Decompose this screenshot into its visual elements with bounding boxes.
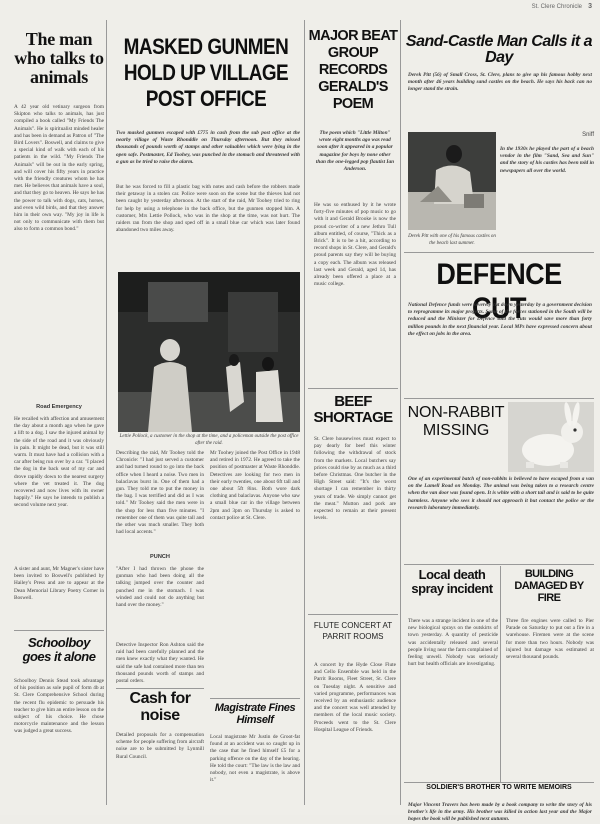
gunmen-col-left: Describing the raid, Mr Toohey told the Chronicle: "I had just served a customer and had turned round to go into the back office when I heard a noise. Two men in balaclavas burst in. One of them had a gun. They told me to put the money in the bag. I was terrified and did as I was told." Mr Toohey said the men were in the shop for less than five minutes. "I remember one of them was quite tall and the other was much smaller. They both had local accents." bbox=[116, 450, 204, 536]
sandcastle-body-2: In the 1930s he played the part of a beach vendor in the film "Sand, Sea and Sun" and the story of his castles has been told in newspapers all over the world. bbox=[500, 146, 594, 174]
page-header bbox=[0, 0, 600, 14]
beef-body: St. Clere housewives must expect to pay dearly for beef this winter following the withdrawal of stock from the markets. Local butchers say prices could rise by as much as a third before Christmas. One butcher in the High Street said: "It's the worst shortage I can remember in thirty years of trade. We simply cannot get the meat." Mutton and pork are expected to remain at their present levels. bbox=[314, 436, 396, 522]
magistrate-body: Local magistrate Mr Justin de Groot-fat found at an accident was so caught up in the case that he fined himself £5 for a parking offence on the day of the hearing. He told the court: "The law is the law and nobody, not even a magistrate, is above it." bbox=[210, 734, 300, 784]
rule bbox=[404, 252, 594, 253]
rule bbox=[404, 398, 594, 399]
sandcastle-sigline: Sniff bbox=[582, 132, 594, 138]
defence-headline: DEFENCE CUT bbox=[436, 258, 562, 325]
punch-col-left: "After I had thrown the phone the gunman who had been doing all the talking jumped over the counter and punched me in the stomach. I was winded and could not do anything but hand over the money." bbox=[116, 566, 204, 609]
rule bbox=[308, 614, 398, 615]
punch-col-left-2: Detective Inspector Ron Ashton said the raid had been carefully planned and the men knew exactly what they wanted. He said the safe had contained more than ten thousand pounds worth of stamps and postal orders. bbox=[116, 642, 204, 685]
spray-body: There was a strange incident in one of the new biological sprays on the outskirts of town yesterday. A quantity of pesticide was accidentally released and several people living near the farm complained of feeling unwell. Nobody was seriously hurt but health officials are investigating. bbox=[408, 618, 498, 668]
flute-body: A concert by the Hyde Close Flute and Cello Ensemble was held in the Parrit Rooms, Fleet Street, St. Clere on Tuesday night. A sensitive and varied programme, performances was received by an enthusiastic audience and the concert was well attended by members of the local music society. Proceeds went to the St. Clere Hospital League of Friends. bbox=[314, 662, 396, 733]
schoolboy-body: Schoolboy Dennis Stead took advantage of his position as sole pupil of form 4b at St. Clere Comprehensive School during the recent flu epidemic to persuade his teacher to give him an entire lesson on the subject of his choice. He chose motorcycle maintenance and the lesson was judged a great success. bbox=[14, 678, 104, 735]
sandcastle-photo bbox=[408, 132, 496, 230]
man-animals-body-3: A sister and aunt, Mr Magner's sister have been invited to Boswell's published by Hailey's Press and are to appear at the Dean Memorial Library Poetry Corner in Boswell. bbox=[14, 566, 104, 601]
spray-headline: Local death spray incident bbox=[411, 567, 493, 596]
column-divider bbox=[500, 566, 501, 782]
man-animals-headline: The man who talks to animals bbox=[14, 29, 104, 87]
beat-body: He was so enthused by it he wrote forty-five minutes of pop music to go with it and Gerald Brooke is now the proud co-writer of a new Jethro Tull album entitled, of course, "Thick as a Brick". It is to be a hit, according to record shops in St. Clere, and Gerald's proud parents say they will be buying a copy each. The album was released last week and Gerald, aged 14, has already been offered a place at a music college. bbox=[314, 202, 396, 288]
man-animals-body: A 42 year old vetinary surgeon from Skipton who talks to animals, has just compiled a book called "My Friends The Animals". He is spiritualist minded healer and has been in demand as Patron of "The Bird Lovers". Boswell, and claims to give a special kind of walk with each of his patients in the wild. "My Friends The Animals" will be out in the early spring, and will cover his fifty years in practice with the friendly creatures whom he has met. He believes that animals have a soul, and that they go to heaven. He says he has the power to talk with dogs, cats, horses, and even wild birds, and that they answer him in their own way. "My joy in life is not only to communicate with them but also to form a common bond." bbox=[14, 104, 104, 233]
gunmen-body: But he was forced to fill a plastic bag with notes and cash before the robbers made their getaway in a stolen car. Police were soon on the scene but the thieves had not been caught by yesterday afternoon. At the start of the raid, Mr Toohey tried to ring for help by using a telephone in the back office, but the gunmen stopped him. A customer, Mrs Lettie Pollock, who was in the shop at the time, was not hurt. The raiders ran from the shop and sped off in a small blue car which was later found abandoned two miles away. bbox=[116, 184, 300, 234]
rabbit-headline: NON-RABBIT MISSING bbox=[407, 404, 505, 439]
rule bbox=[404, 782, 594, 783]
gunmen-lead: Two masked gunmen escaped with £775 in cash from the sub post office at the nearby village of Waste Rhonddle on Thursday afternoon. But they missed thousands of pounds worth of stamps and other valuables which were lying in the open safe. Postmaster, Ed Toohey, was punched in the stomach and threatened with a gun as he tried to raise the alarm. bbox=[116, 130, 300, 165]
road-emergency-subhead: Road Emergency bbox=[36, 404, 82, 410]
man-animals-body-2: He recalled with affection and amusement the day about a month ago when he gave a lift to a dog. I saw the injured animal by the side of the road and it was obviously in pain. It might be dead, but it was still warm. It must have had a collision with a car after being run over by a car. "I placed the dog in the back seat of my car and drove rapidly down to the nearest surgery where the vet treated it. The dog recovered and now lives with its owner happily." He says he intends to publish a second volume next year. bbox=[14, 416, 104, 509]
building-headline: BUILDING DAMAGED BY FIRE bbox=[514, 568, 584, 604]
page-number: 3 bbox=[588, 3, 592, 10]
rabbit-photo bbox=[508, 402, 594, 472]
magistrate-headline: Magistrate Fines Himself bbox=[214, 702, 296, 726]
soldier-body: Major Vincent Travers has been made by a book company to write the story of his brother's life in the army. His brother was killed in action last year and the Major hopes the book will be published next autumn. bbox=[408, 802, 592, 823]
sandcastle-photo-image bbox=[408, 132, 496, 230]
sandcastle-headline: Sand-Castle Man Calls it a Day bbox=[405, 33, 593, 66]
soldier-headline: SOLDIER'S BROTHER TO WRITE MEMOIRS bbox=[426, 784, 572, 791]
flute-headline: FLUTE CONCERT AT PARRIT ROOMS bbox=[313, 621, 393, 641]
gunmen-headline: MASKED GUNMEN HOLD UP VILLAGE POST OFFICE bbox=[123, 34, 289, 111]
sandcastle-caption: Derek Pitt with one of his famous castles on the beach last summer. bbox=[408, 234, 496, 246]
column-divider bbox=[304, 20, 305, 805]
rabbit-photo-image bbox=[508, 402, 594, 472]
rule bbox=[116, 688, 204, 689]
rule bbox=[308, 388, 398, 389]
defence-body: National Defence funds were severely cut down yesterday by a government decision to reprogramme its major projects. Some of the forces stationed in the South will be reduced and the Minister for Defence said the cuts would save more than forty million pounds in the next financial year. Local MPs have expressed concern about the effect on jobs in the area. bbox=[408, 302, 592, 337]
rule bbox=[210, 698, 300, 699]
cash-body: Detailed proposals for a compensation scheme for people suffering from aircraft noise are to be submitted by Lynmill Rural Council. bbox=[116, 732, 204, 760]
punch-subhead: PUNCH bbox=[150, 554, 170, 560]
post-office-photo-image bbox=[118, 272, 300, 432]
paper-title: St. Clere Chronicle bbox=[531, 4, 582, 10]
gunmen-col-right: Mr Toohey joined the Post Office in 1948 and retired in 1972. He agreed to take the position of postmaster at Waste Rhonddle. Detectives are looking for two men in their early twenties, one about 6ft tall and one about 5ft 8ins. Both wore dark clothing and balaclavas. Anyone who saw a small blue car in the village between 2pm and 3pm on Thursday is asked to contact police at St. Clere. bbox=[210, 450, 300, 521]
column-divider bbox=[106, 20, 107, 805]
building-body: Three fire engines were called to Pier Parade on Saturday to put out a fire in a warehouse. Firemen were at the scene for more than two hours. Nobody was injured but damage was estimated at several thousand pounds. bbox=[506, 618, 594, 661]
column-divider bbox=[400, 20, 401, 805]
post-office-photo bbox=[118, 272, 300, 432]
sandcastle-body-1: Derek Pitt (56) of Small Cross, St. Clere, plans to give up his famous hobby next month after 46 years building sand castles on the beach. He says his back can no longer stand the strain. bbox=[408, 72, 592, 93]
cash-headline: Cash for noise bbox=[129, 690, 191, 724]
rule bbox=[404, 564, 594, 565]
schoolboy-headline: Schoolboy goes it alone bbox=[22, 635, 96, 664]
gunmen-photo-caption: Lettie Pollock, a customer in the shop at the time, and a policeman outside the post office after the raid. bbox=[119, 434, 299, 446]
rabbit-body: One of an experimental batch of non-rabbits is believed to have escaped from a van on the Lamell Road on Monday. The animal was being taken to a research centre when the van door was found open. It is white with a short tail and is said to be quite harmless. Anyone who sees it should not approach it but contact the police or the research laboratory immediately. bbox=[408, 476, 594, 511]
beat-headline: MAJOR BEAT GROUP RECORDS GERALD'S POEM bbox=[308, 28, 398, 112]
rule bbox=[14, 630, 104, 631]
beef-headline: BEEF SHORTAGE bbox=[313, 393, 393, 426]
beat-lead: The poem which "Little Milton" wrote eight months ago was read soon after it appeared in a popular magazine for boys by none other than the one-legged pop flautist Ian Anderson. bbox=[315, 130, 395, 173]
